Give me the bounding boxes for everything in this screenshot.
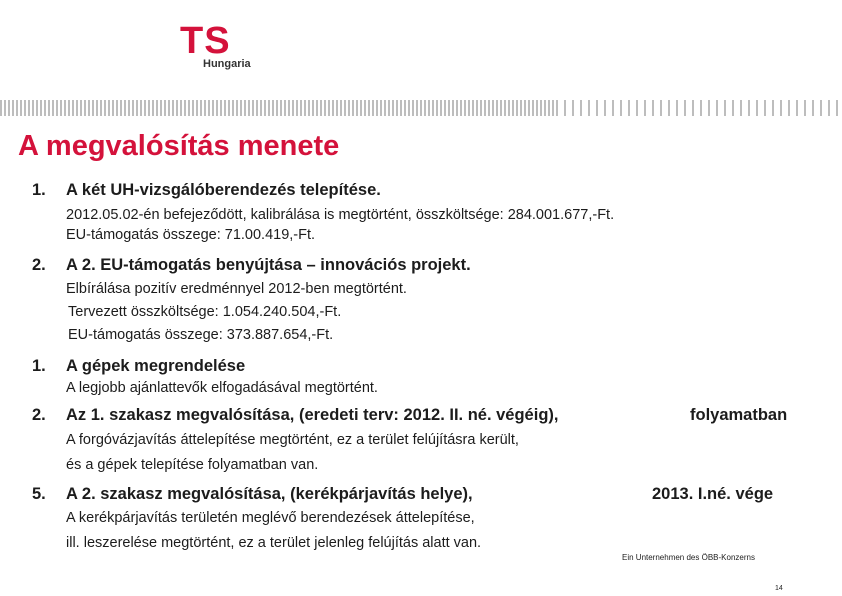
item-number: 1.: [32, 357, 46, 375]
header-stripe-fade: [560, 100, 842, 116]
status-label: folyamatban: [690, 406, 788, 424]
item-detail: A kerékpárjavítás területén meglévő berendezések áttelepítése,: [66, 510, 475, 526]
item-detail: A legjobb ajánlattevők elfogadásával megtörtént.: [66, 380, 378, 396]
item-heading: A gépek megrendelése: [66, 357, 246, 375]
status-label: 2013. I.né. vége: [652, 485, 774, 503]
footer-company: Ein Unternehmen des ÖBB-Konzerns: [622, 553, 755, 562]
logo-subtitle: Hungaria: [203, 58, 251, 70]
item-detail: ill. leszerelése megtörtént, ez a terület jelenleg felújítás alatt van.: [66, 535, 482, 551]
logo-ts: TS: [180, 20, 231, 62]
item-detail: A forgóvázjavítás áttelepítése megtörtént, ez a terület felújításra került,: [66, 432, 519, 448]
item-heading: A 2. EU-támogatás benyújtása – innovációs projekt.: [66, 256, 471, 274]
item-detail: EU-támogatás összege: 71.00.419,-Ft.: [66, 227, 316, 243]
item-number: 2.: [32, 256, 46, 274]
slide-title: A megvalósítás menete: [18, 130, 340, 162]
item-detail: EU-támogatás összege: 373.887.654,-Ft.: [68, 327, 334, 343]
item-number: 5.: [32, 485, 46, 503]
item-detail: 2012.05.02-én befejeződött, kalibrálása is megtörtént, összköltsége: 284.001.677,-Ft.: [66, 207, 615, 223]
item-number: 1.: [32, 181, 46, 199]
page-number: 14: [775, 585, 783, 592]
item-heading: Az 1. szakasz megvalósítása, (eredeti terv: 2012. II. né. végéig),: [66, 406, 559, 424]
item-heading: A 2. szakasz megvalósítása, (kerékpárjavítás helye),: [66, 485, 473, 503]
item-detail: Tervezett összköltsége: 1.054.240.504,-Ft.: [68, 304, 342, 320]
item-heading: A két UH-vizsgálóberendezés telepítése.: [66, 181, 381, 199]
item-detail: Elbírálása pozitív eredménnyel 2012-ben megtörtént.: [66, 281, 407, 297]
item-detail: és a gépek telepítése folyamatban van.: [66, 457, 319, 473]
item-number: 2.: [32, 406, 46, 424]
